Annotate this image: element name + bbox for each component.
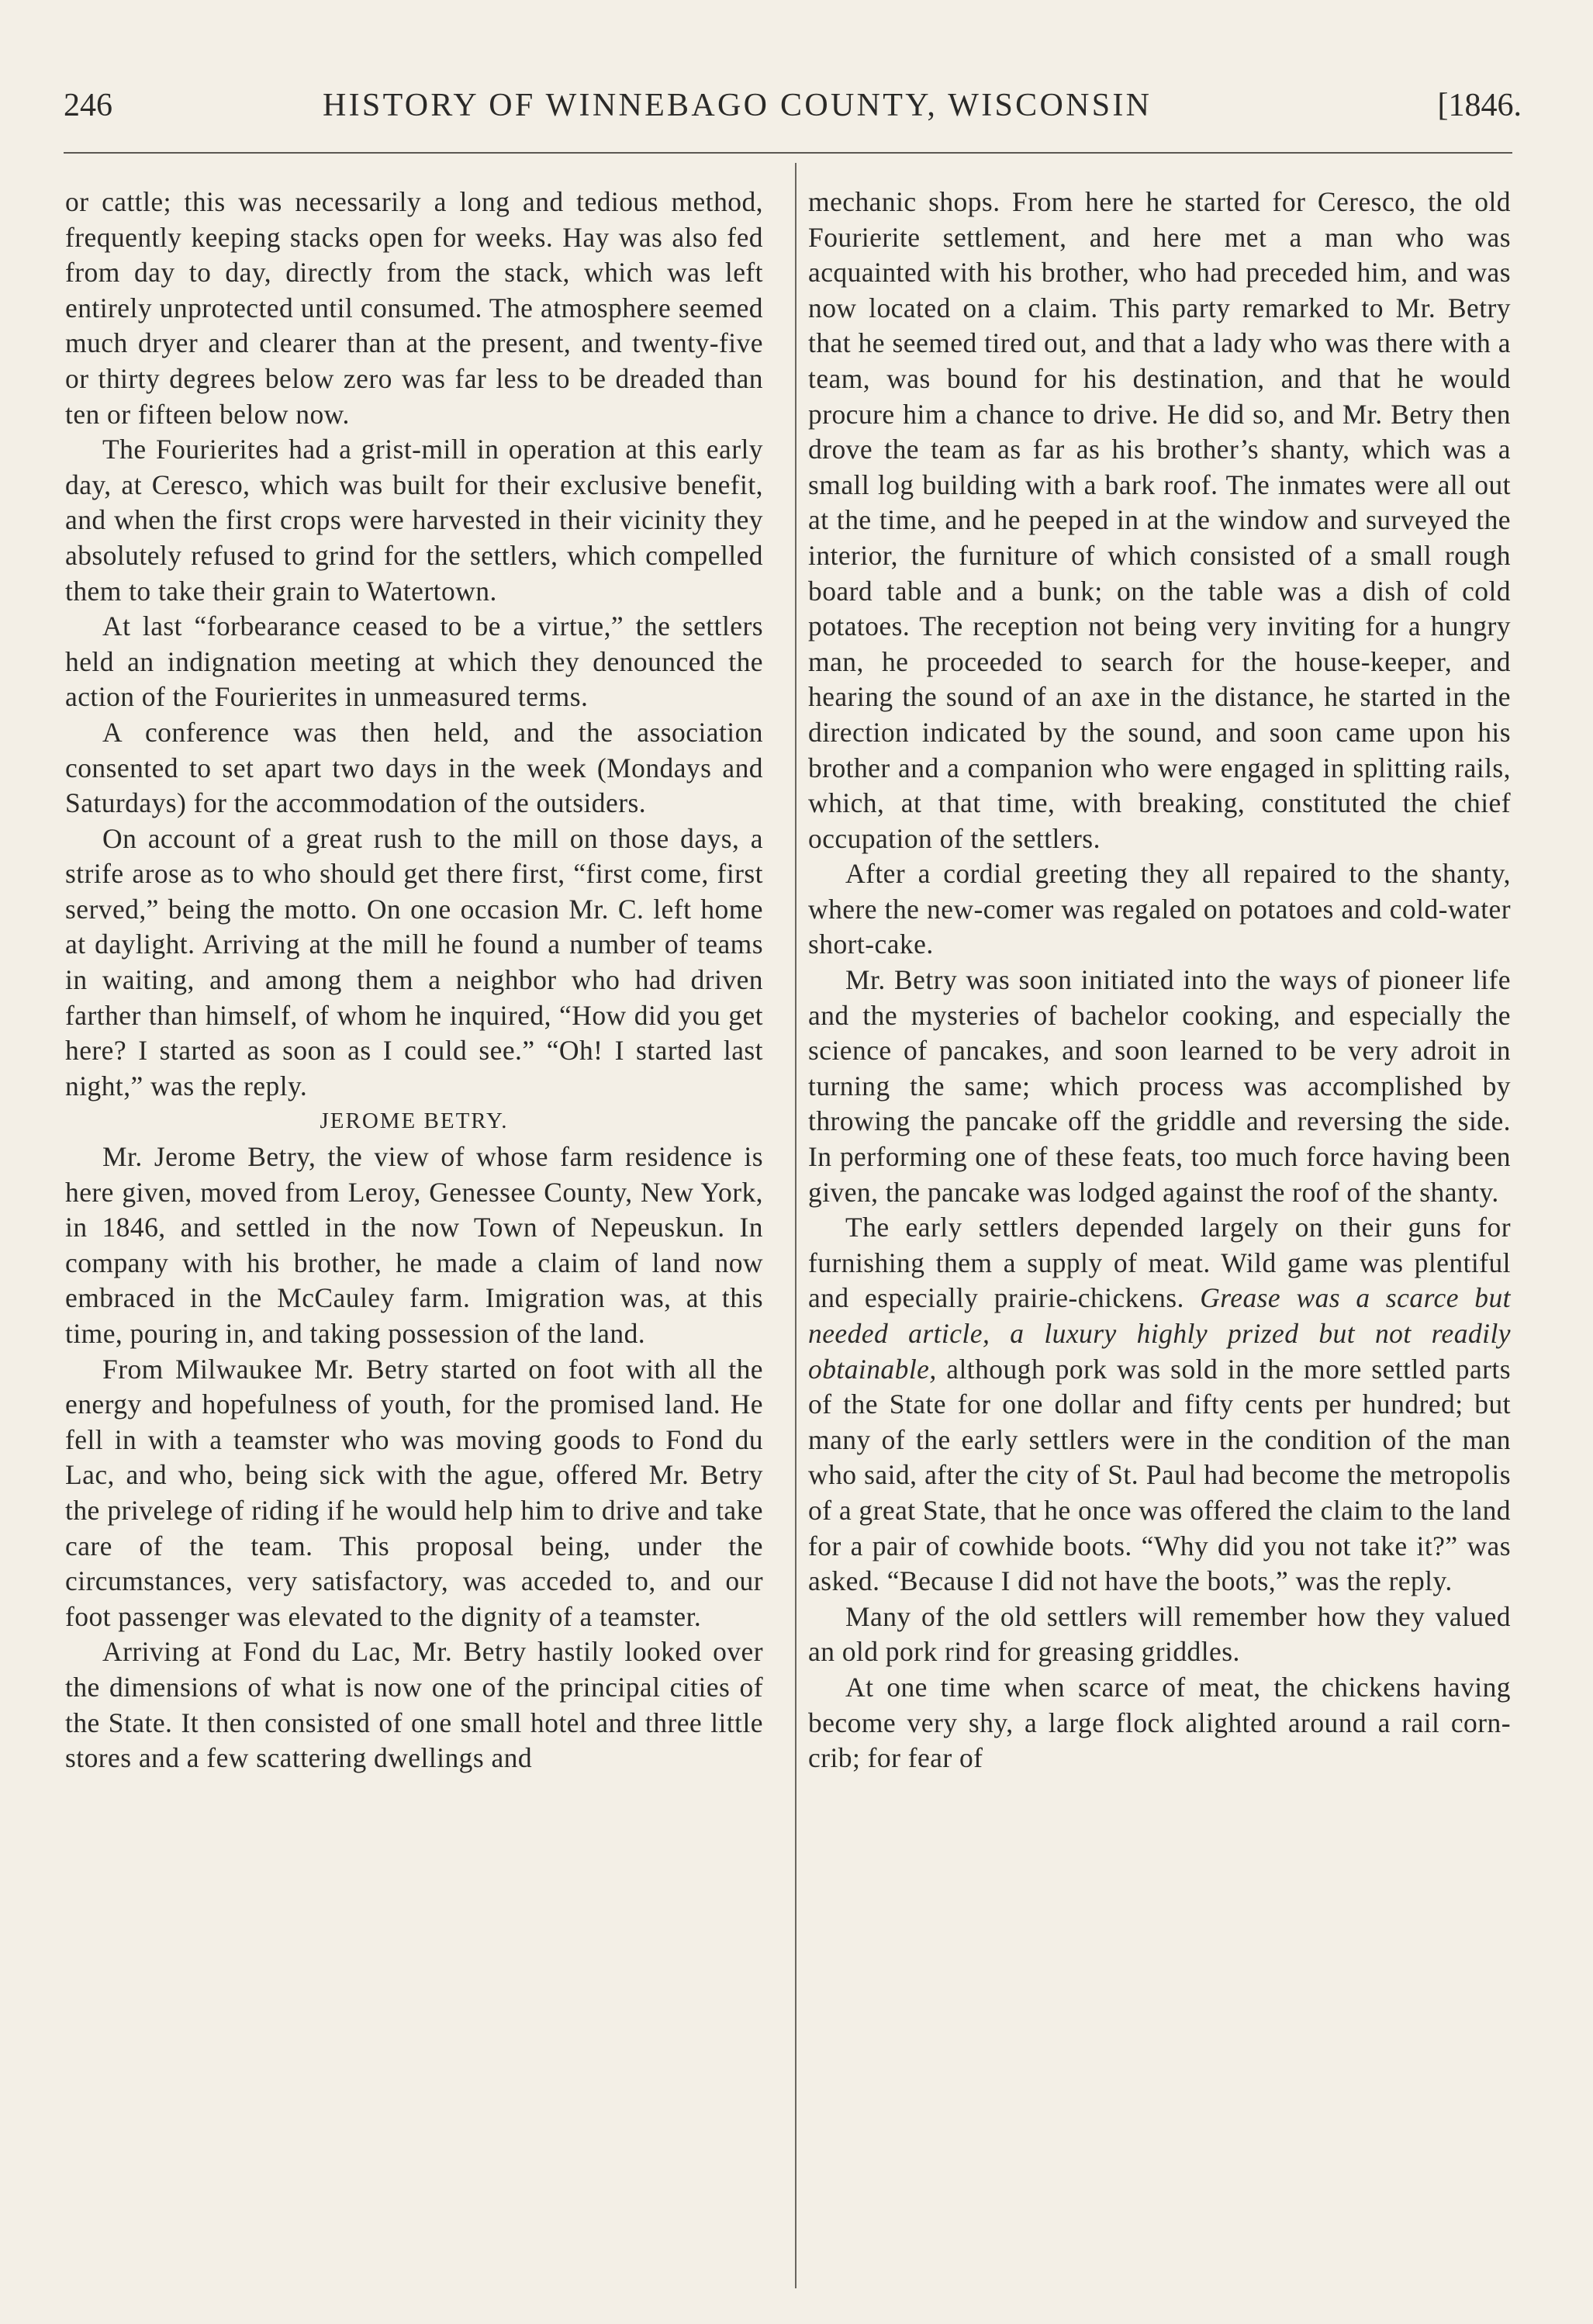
page-number: 246: [64, 88, 112, 123]
right-paragraph-4: [808, 1210, 1511, 1599]
left-paragraph-6: Mr. Jerome Betry, the view of whose farm residence is here given, moved from Leroy, Genessee County, New York, in 1846, and settled in the now Town of Nepeuskun. In company with his brother, he made a claim of land now embraced in the McCauley farm. Imigration was, at this time, pouring in, and taking possession of the land.: [65, 1141, 763, 1349]
header-rule: [64, 152, 1512, 154]
left-paragraph-4: A conference was then held, and the association consented to set apart two days in the week (Mondays and Saturdays) for the accommodation of the outsiders.: [65, 716, 763, 819]
left-paragraph-1: or cattle; this was necessarily a long and tedious method, frequently keeping stacks open for weeks. Hay was also fed from day to day, directly from the stack, which was left entirely unprotected until consumed. The atmosphere seemed much dryer and clearer than at the present, and twenty-five or thirty degrees below zero was far less to be dreaded than ten or fifteen below now.: [65, 186, 763, 430]
left-paragraph-8: Arriving at Fond du Lac, Mr. Betry hastily looked over the dimensions of what is now one of the principal cities of the State. It then consisted of one small hotel and three little stores and a few scattering dwellings and: [65, 1636, 763, 1774]
header-year: [1846.: [1437, 88, 1522, 123]
section-heading: JEROME BETRY.: [320, 1108, 509, 1134]
right-paragraph-4-italic: Grease was a scarce but needed article, a luxury highly prized but not readily obtainable,: [808, 1282, 1511, 1385]
column-divider: [795, 163, 796, 2288]
right-column: [808, 185, 1511, 1776]
right-paragraph-1: mechanic shops. From here he started for Ceresco, the old Fourierite settlement, and here met a man who was acquainted with his brother, who had preceded him, and was now located on a claim. This party remarked to Mr. Betry that he seemed tired out, and that a lady who was there with a team, was bound for his destination, and that he would procure him a chance to drive. He did so, and Mr. Betry then drove the team as far as his brother’s shanty, which was a small log building with a bark roof. The inmates were all out at the time, and he peeped in at the window and surveyed the interior, the furniture of which consisted of a small rough board table and a bunk; on the table was a dish of cold potatoes. The reception not being very inviting for a hungry man, he proceeded to search for the house-keeper, and hearing the sound of an axe in the distance, he started in the direction indicated by the sound, and soon came upon his brother and a companion who were engaged in splitting rails, which, at that time, with breaking, constituted the chief occupation of the settlers.: [808, 186, 1511, 854]
running-header: [64, 84, 1522, 127]
right-paragraph-4-start: The early settlers depended largely on their guns for furnishing them a supply of meat. Wild game was plentiful and especially prairie-chickens.: [808, 1212, 1511, 1314]
right-paragraph-2: After a cordial greeting they all repaired to the shanty, where the new-comer was regaled on potatoes and cold-water short-cake.: [808, 858, 1511, 960]
right-paragraph-6: At one time when scarce of meat, the chickens having become very shy, a large flock alighted around a rail corn-crib; for fear of: [808, 1671, 1511, 1774]
right-paragraph-5: Many of the old settlers will remember how they valued an old pork rind for greasing griddles.: [808, 1600, 1511, 1668]
right-paragraph-4-end: although pork was sold in the more settled parts of the State for one dollar and fifty cents per hundred; but many of the early settlers were in the condition of the man who said, after the city of St. Paul had become the metropolis of a great State, that he once was offered the claim to the land for a pair of cowhide boots. “Why did you not take it?” was asked. “Because I did not have the boots,” was the reply.: [808, 1353, 1511, 1597]
left-paragraph-5: On account of a great rush to the mill on those days, a strife arose as to who should get there first, “first come, first served,” being the motto. On one occasion Mr. C. left home at daylight. Arriving at the mill he found a number of teams in waiting, and among them a neighbor who had driven farther than himself, of whom he inquired, “How did you get here? I started as soon as I could see.” “Oh! I started last night,” was the reply.: [65, 822, 763, 1101]
right-paragraph-3: Mr. Betry was soon initiated into the ways of pioneer life and the mysteries of bachelor cooking, and especially the science of pancakes, and soon learned to be very adroit in turning the same; which process was accomplished by throwing the pancake off the griddle and reversing the side. In performing one of these feats, too much force having been given, the pancake was lodged against the roof of the shanty.: [808, 964, 1511, 1208]
running-title: HISTORY OF WINNEBAGO COUNTY, WISCONSIN: [323, 88, 1152, 123]
left-paragraph-2: The Fourierites had a grist-mill in operation at this early day, at Ceresco, which was built for their exclusive benefit, and when the first crops were harvested in their vicinity they absolutely refused to grind for the settlers, which compelled them to take their grain to Watertown.: [65, 434, 763, 607]
left-paragraph-7: From Milwaukee Mr. Betry started on foot with all the energy and hopefulness of youth, for the promised land. He fell in with a teamster who was moving goods to Fond du Lac, and who, being sick with the ague, offered Mr. Betry the privelege of riding if he would help him to drive and take care of the team. This proposal being, under the circumstances, very satisfactory, was acceded to, and our foot passenger was elevated to the dignity of a teamster.: [65, 1353, 763, 1632]
left-column: [65, 185, 763, 1776]
left-paragraph-3: At last “forbearance ceased to be a virtue,” the settlers held an indignation meeting at which they denounced the action of the Fourierites in unmeasured terms.: [65, 610, 763, 713]
